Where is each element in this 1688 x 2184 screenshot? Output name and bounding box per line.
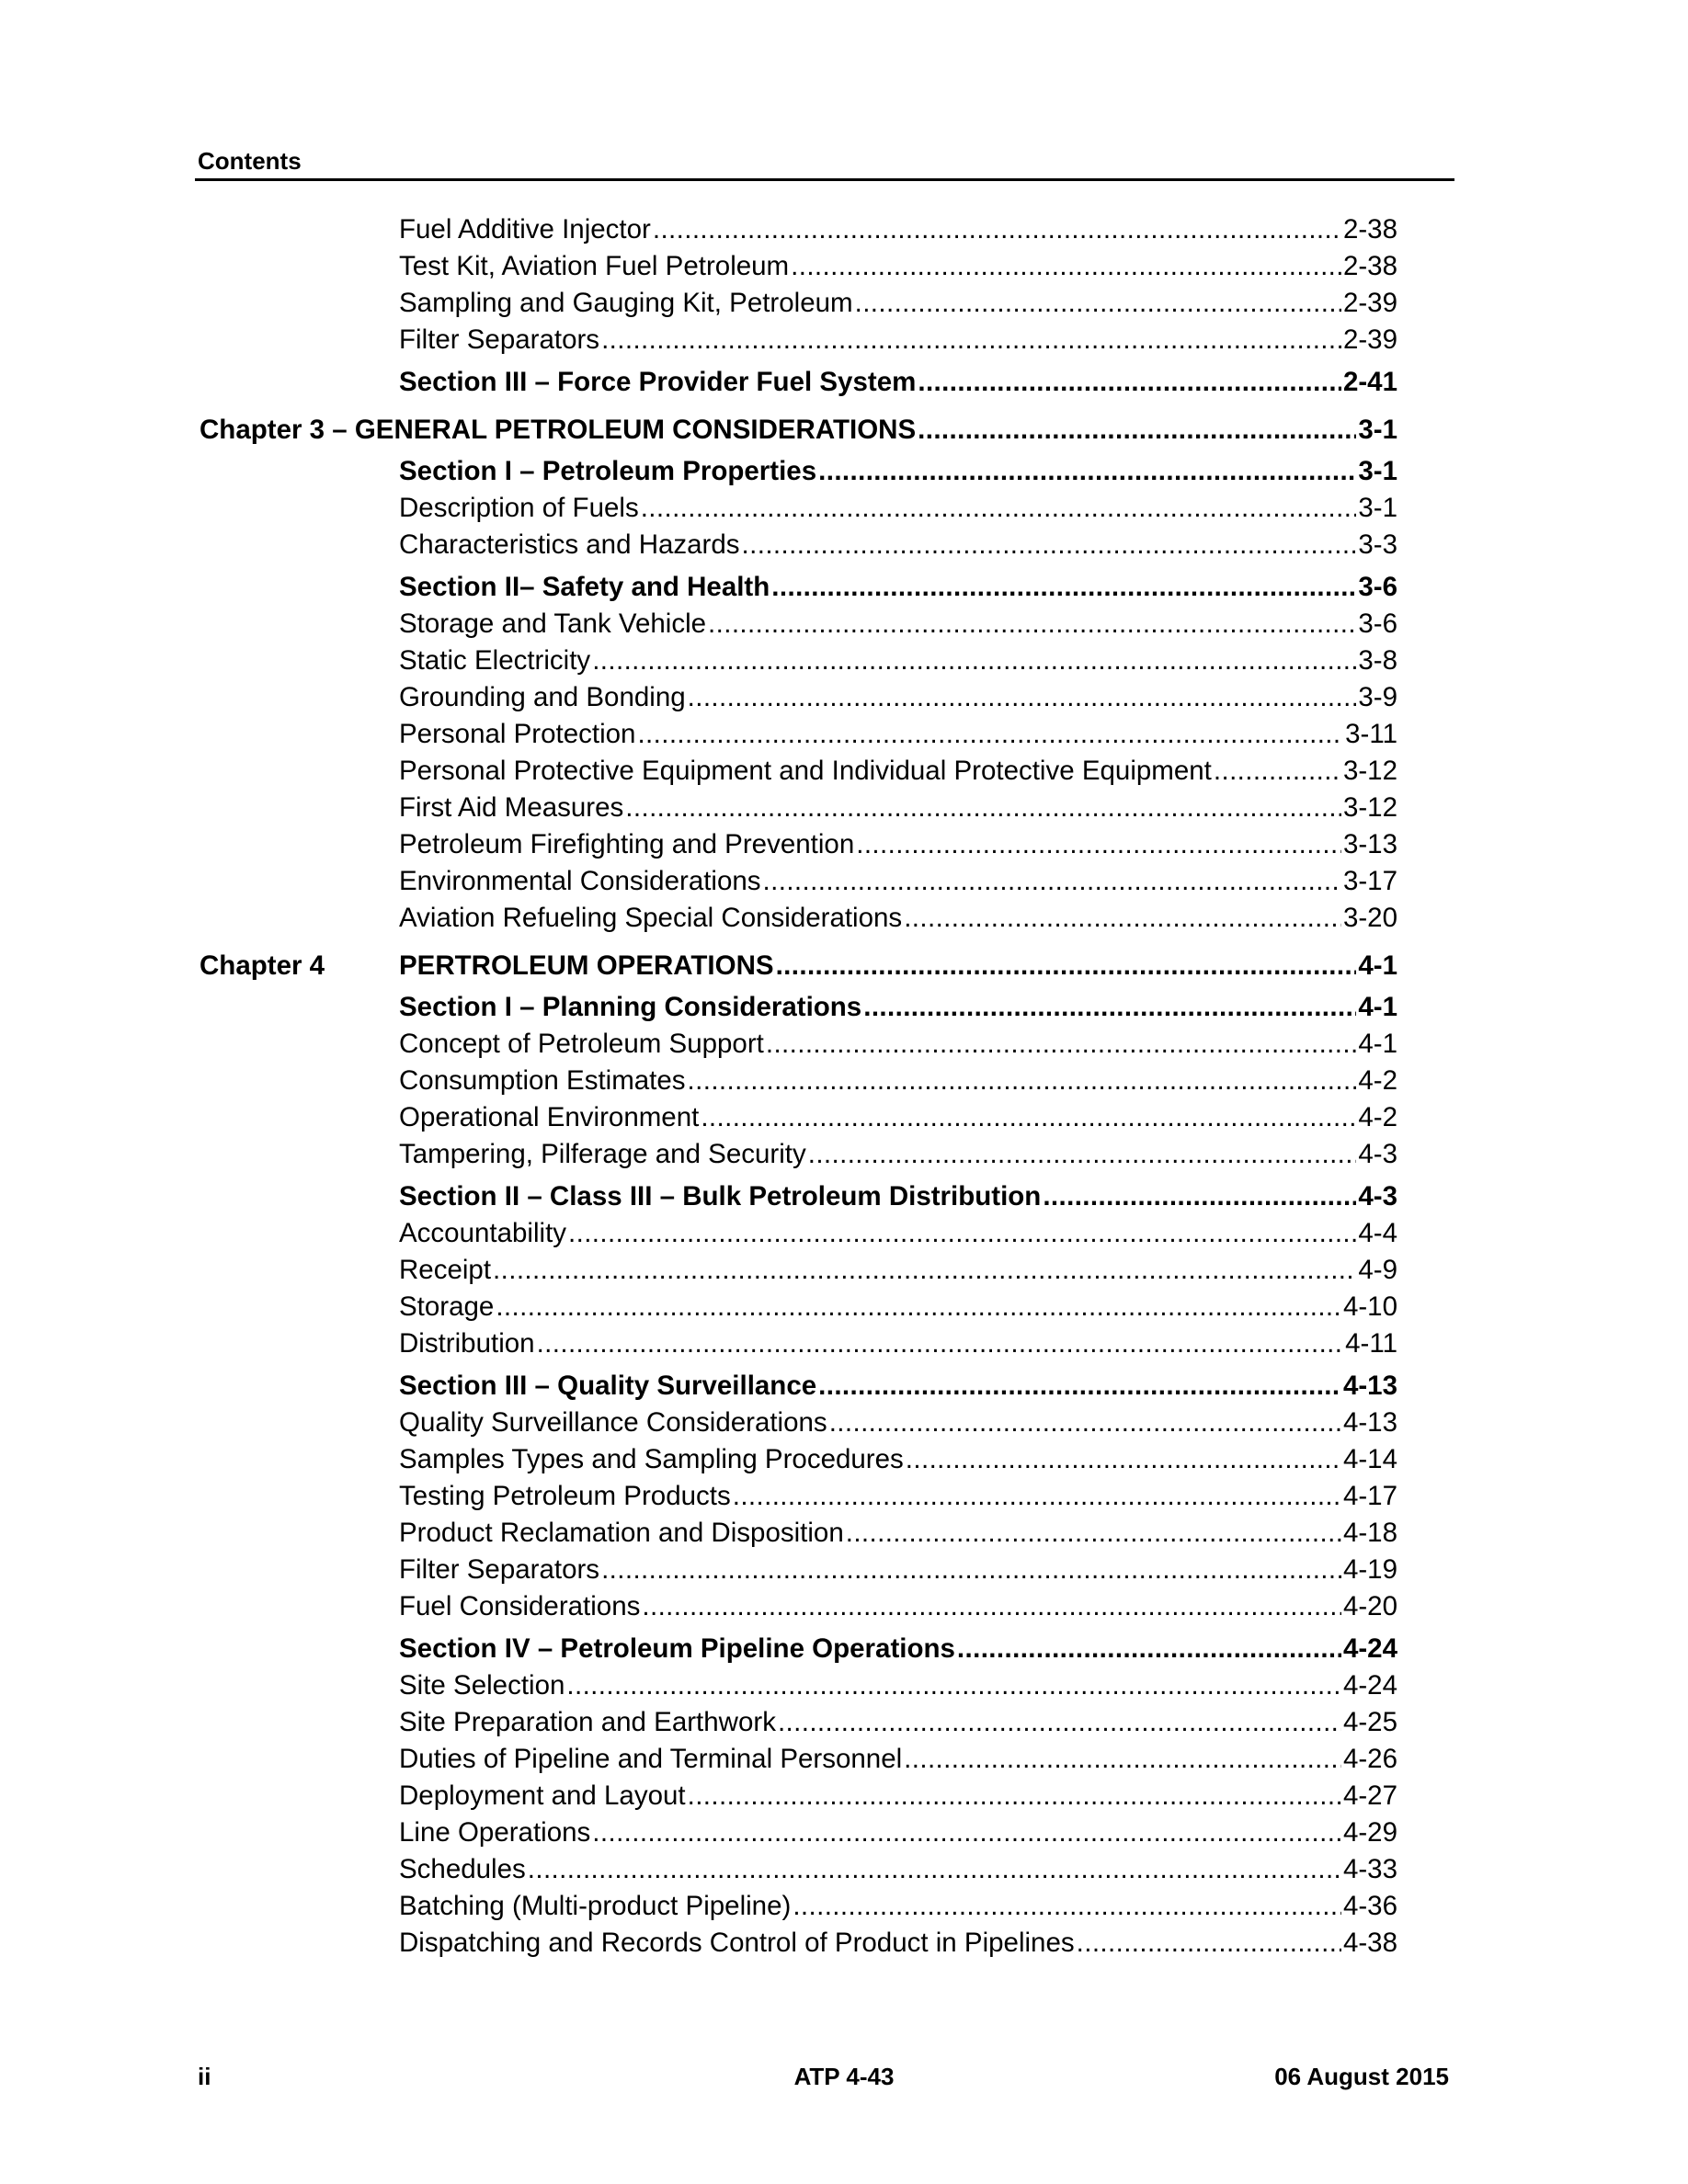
toc-page-number: 3-11: [1345, 719, 1397, 749]
toc-entry-row[interactable]: [399, 863, 1397, 900]
toc-dot-leader: [742, 527, 1357, 563]
toc-section-row[interactable]: [399, 989, 1397, 1026]
toc-entry-row[interactable]: [399, 1588, 1397, 1625]
toc-entry-row[interactable]: [399, 790, 1397, 826]
footer-page-number: ii: [198, 2063, 211, 2090]
toc-page-number: 4-3: [1358, 1139, 1397, 1169]
toc-title: Characteristics and Hazards: [399, 529, 740, 560]
toc-dot-leader: [733, 1478, 1341, 1515]
toc-dot-leader: [688, 1063, 1357, 1099]
toc-title: Product Reclamation and Disposition: [399, 1518, 844, 1548]
toc-title: Grounding and Bonding: [399, 682, 686, 712]
toc-entry-row[interactable]: [399, 1289, 1397, 1325]
toc-page-number: 3-1: [1358, 493, 1397, 523]
toc-dot-leader: [708, 606, 1356, 643]
toc-entry-row[interactable]: [399, 1667, 1397, 1704]
toc-dot-leader: [1043, 1178, 1356, 1215]
toc-page-number: 4-3: [1358, 1181, 1397, 1211]
toc-page-number: 4-17: [1342, 1481, 1397, 1511]
toc-title: Batching (Multi-product Pipeline): [399, 1891, 792, 1921]
toc-dot-leader: [592, 643, 1356, 679]
toc-page-number: 4-24: [1342, 1670, 1397, 1701]
toc-page-number: 4-13: [1342, 1407, 1397, 1438]
toc-dot-leader: [906, 1441, 1341, 1478]
toc-dot-leader: [592, 1814, 1341, 1851]
toc-dot-leader: [625, 790, 1341, 826]
toc-page-number: 4-14: [1342, 1444, 1397, 1474]
toc-title: Description of Fuels: [399, 493, 639, 523]
toc-dot-leader: [642, 1588, 1341, 1625]
toc-dot-leader: [763, 863, 1341, 900]
toc-page-number: 3-12: [1342, 756, 1397, 786]
toc-dot-leader: [766, 1026, 1357, 1063]
toc-title: Dispatching and Records Control of Product in Pipelines: [399, 1928, 1075, 1958]
toc-title: Fuel Additive Injector: [399, 214, 651, 245]
toc-title: Petroleum Firefighting and Prevention: [399, 829, 855, 859]
toc-title: Aviation Refueling Special Considerations: [399, 903, 903, 933]
toc-page-number: 4-27: [1342, 1780, 1397, 1811]
toc-title: PERTROLEUM OPERATIONS: [399, 950, 774, 981]
toc-dot-leader: [791, 248, 1341, 285]
toc-page-number: 4-2: [1358, 1065, 1397, 1096]
toc-title: Duties of Pipeline and Terminal Personnel: [399, 1744, 903, 1774]
toc-dot-leader: [701, 1099, 1356, 1136]
toc-page-number: 4-1: [1358, 950, 1397, 981]
toc-page-number: 3-1: [1358, 415, 1397, 445]
toc-title: Fuel Considerations: [399, 1591, 641, 1621]
toc-page-number: 3-20: [1342, 903, 1397, 933]
toc-page-number: 4-13: [1342, 1371, 1397, 1401]
toc-page-number: 4-4: [1358, 1218, 1397, 1248]
toc-dot-leader: [808, 1136, 1357, 1173]
toc-entry-row[interactable]: [399, 1925, 1397, 1962]
toc-page-number: 4-26: [1342, 1744, 1397, 1774]
toc-page-number: 4-1: [1358, 1029, 1397, 1059]
toc-section-row[interactable]: [399, 1178, 1397, 1215]
toc-page-number: 2-38: [1342, 214, 1397, 245]
toc-dot-leader: [537, 1325, 1344, 1362]
toc-page-number: 4-24: [1342, 1633, 1397, 1664]
toc-title: Site Preparation and Earthwork: [399, 1707, 776, 1737]
toc-entry-row[interactable]: [399, 900, 1397, 937]
toc-title: Distribution: [399, 1328, 535, 1359]
toc-dot-leader: [601, 322, 1341, 358]
toc-entry-row[interactable]: [399, 679, 1397, 716]
toc-entry-row[interactable]: [399, 1441, 1397, 1478]
toc-title: Line Operations: [399, 1817, 591, 1848]
toc-page-number: 4-20: [1342, 1591, 1397, 1621]
toc-dot-leader: [688, 679, 1357, 716]
toc-page-number: 4-1: [1358, 992, 1397, 1022]
toc-dot-leader: [528, 1851, 1341, 1888]
toc-page-number: 2-39: [1342, 288, 1397, 318]
toc-title: Section I – Planning Considerations: [399, 992, 862, 1022]
toc-entry-row[interactable]: [399, 1888, 1397, 1925]
toc-chapter-full-row[interactable]: [200, 412, 1397, 449]
toc-title: Storage: [399, 1291, 495, 1322]
toc-title: First Aid Measures: [399, 792, 624, 823]
toc-title: Concept of Petroleum Support: [399, 1029, 764, 1059]
toc-title: Section II– Safety and Health: [399, 572, 770, 602]
toc-page-number: 3-13: [1342, 829, 1397, 859]
toc-page-number: 4-2: [1358, 1102, 1397, 1132]
toc-page-number: 4-29: [1342, 1817, 1397, 1848]
toc-page-number: 4-25: [1342, 1707, 1397, 1737]
toc-section-row[interactable]: [399, 1631, 1397, 1667]
toc-entry-row[interactable]: [399, 1704, 1397, 1741]
toc-dot-leader: [818, 1368, 1341, 1405]
toc-title: Section III – Force Provider Fuel System: [399, 367, 917, 397]
toc-entry-row[interactable]: [399, 826, 1397, 863]
toc-title: Chapter 3 – GENERAL PETROLEUM CONSIDERATIONS: [200, 415, 917, 445]
toc-dot-leader: [918, 412, 1356, 449]
toc-entry-row[interactable]: [399, 1026, 1397, 1063]
toc-page-number: 3-12: [1342, 792, 1397, 823]
toc-section-row[interactable]: [399, 569, 1397, 606]
toc-dot-leader: [793, 1888, 1341, 1925]
toc-dot-leader: [829, 1405, 1341, 1441]
toc-dot-leader: [493, 1252, 1356, 1289]
toc-title: Tampering, Pilferage and Security: [399, 1139, 806, 1169]
toc-title: Section IV – Petroleum Pipeline Operations: [399, 1633, 955, 1664]
toc-page-number: 4-36: [1342, 1891, 1397, 1921]
footer-date: 06 August 2015: [1274, 2063, 1449, 2090]
toc-page-number: 3-6: [1358, 572, 1397, 602]
toc-entry-row[interactable]: [399, 643, 1397, 679]
toc-page-number: 4-19: [1342, 1554, 1397, 1585]
toc-entry-row[interactable]: [399, 1778, 1397, 1814]
toc-page-number: 3-6: [1358, 609, 1397, 639]
toc-entry-row[interactable]: [399, 716, 1397, 753]
toc-title: Test Kit, Aviation Fuel Petroleum: [399, 251, 790, 281]
toc-section-row[interactable]: [399, 453, 1397, 490]
toc-dot-leader: [778, 1704, 1341, 1741]
toc-title: Personal Protective Equipment and Individual Protective Equipment: [399, 756, 1212, 786]
toc-chapter-number: Chapter 4: [200, 950, 325, 981]
toc-page-number: 4-38: [1342, 1928, 1397, 1958]
toc-title: Filter Separators: [399, 324, 600, 355]
toc-dot-leader: [856, 826, 1341, 863]
toc-title: Storage and Tank Vehicle: [399, 609, 707, 639]
toc-entry-row[interactable]: [399, 1325, 1397, 1362]
toc-section-row[interactable]: [399, 1368, 1397, 1405]
toc-title: Deployment and Layout: [399, 1780, 686, 1811]
toc-title: Sampling and Gauging Kit, Petroleum: [399, 288, 853, 318]
toc-page-number: 2-39: [1342, 324, 1397, 355]
toc-entry-row[interactable]: [399, 1405, 1397, 1441]
toc-entry-row[interactable]: [399, 248, 1397, 285]
toc-title: Receipt: [399, 1255, 492, 1285]
footer-publication: ATP 4-43: [793, 2063, 895, 2090]
toc-dot-leader: [918, 364, 1341, 401]
toc-dot-leader: [653, 211, 1341, 248]
toc-page-number: 4-9: [1358, 1255, 1397, 1285]
toc-entry-row[interactable]: [399, 1252, 1397, 1289]
running-header: Contents: [198, 147, 302, 175]
toc-entry-row[interactable]: [399, 1215, 1397, 1252]
toc-dot-leader: [957, 1631, 1341, 1667]
toc-dot-leader: [637, 716, 1343, 753]
toc-title: Static Electricity: [399, 645, 591, 676]
toc-dot-leader: [688, 1778, 1341, 1814]
toc-page-number: 3-9: [1358, 682, 1397, 712]
toc-title: Quality Surveillance Considerations: [399, 1407, 827, 1438]
toc-dot-leader: [641, 490, 1357, 527]
toc-dot-leader: [846, 1515, 1341, 1552]
toc-page-number: 3-1: [1358, 456, 1397, 486]
toc-page-number: 4-10: [1342, 1291, 1397, 1322]
toc-entry-row[interactable]: [399, 1099, 1397, 1136]
toc-page-number: 4-18: [1342, 1518, 1397, 1548]
toc-dot-leader: [1077, 1925, 1341, 1962]
toc-page-number: 2-38: [1342, 251, 1397, 281]
toc-entry-row[interactable]: [399, 322, 1397, 358]
toc-dot-leader: [568, 1215, 1356, 1252]
toc-title: Section II – Class III – Bulk Petroleum Distribution: [399, 1181, 1042, 1211]
toc-entry-row[interactable]: [399, 490, 1397, 527]
toc-entry-row[interactable]: [399, 1851, 1397, 1888]
toc-dot-leader: [904, 1741, 1341, 1778]
toc-dot-leader: [496, 1289, 1341, 1325]
toc-chapter-split-row[interactable]: [200, 948, 1397, 984]
toc-title: Filter Separators: [399, 1554, 600, 1585]
toc-entry-row[interactable]: [399, 211, 1397, 248]
toc-entry-row[interactable]: [399, 1063, 1397, 1099]
toc-entry-row[interactable]: [399, 1478, 1397, 1515]
toc-title: Samples Types and Sampling Procedures: [399, 1444, 904, 1474]
toc-entry-row[interactable]: [399, 285, 1397, 322]
toc-entry-row[interactable]: [399, 1515, 1397, 1552]
toc-title: Consumption Estimates: [399, 1065, 686, 1096]
toc-entry-row[interactable]: [399, 1814, 1397, 1851]
toc-dot-leader: [771, 569, 1356, 606]
toc-dot-leader: [855, 285, 1341, 322]
toc-title: Operational Environment: [399, 1102, 700, 1132]
toc-entry-row[interactable]: [399, 527, 1397, 563]
toc-entry-row[interactable]: [399, 1552, 1397, 1588]
toc-page-number: 3-3: [1358, 529, 1397, 560]
toc-page-number: 3-8: [1358, 645, 1397, 676]
toc-entry-row[interactable]: [399, 606, 1397, 643]
toc-title: Personal Protection: [399, 719, 636, 749]
toc-title: Section I – Petroleum Properties: [399, 456, 817, 486]
toc-section-row[interactable]: [399, 364, 1397, 401]
toc-dot-leader: [566, 1667, 1341, 1704]
toc-title: Accountability: [399, 1218, 567, 1248]
toc-page-number: 3-17: [1342, 866, 1397, 896]
toc-entry-row[interactable]: [399, 1741, 1397, 1778]
header-divider: [195, 178, 1454, 181]
toc-title: Section III – Quality Surveillance: [399, 1371, 817, 1401]
toc-dot-leader: [863, 989, 1356, 1026]
toc-dot-leader: [776, 948, 1357, 984]
toc-title: Testing Petroleum Products: [399, 1481, 731, 1511]
toc-page-number: 2-41: [1342, 367, 1397, 397]
toc-dot-leader: [904, 900, 1341, 937]
toc-dot-leader: [818, 453, 1356, 490]
toc-page-number: 4-33: [1342, 1854, 1397, 1884]
toc-title: Environmental Considerations: [399, 866, 761, 896]
toc-entry-row[interactable]: [399, 1136, 1397, 1173]
toc-title: Site Selection: [399, 1670, 565, 1701]
toc-page-number: 4-11: [1345, 1328, 1397, 1359]
toc-dot-leader: [601, 1552, 1341, 1588]
toc-title: Schedules: [399, 1854, 526, 1884]
toc-entry-row[interactable]: [399, 753, 1397, 790]
toc-dot-leader: [1214, 753, 1341, 790]
